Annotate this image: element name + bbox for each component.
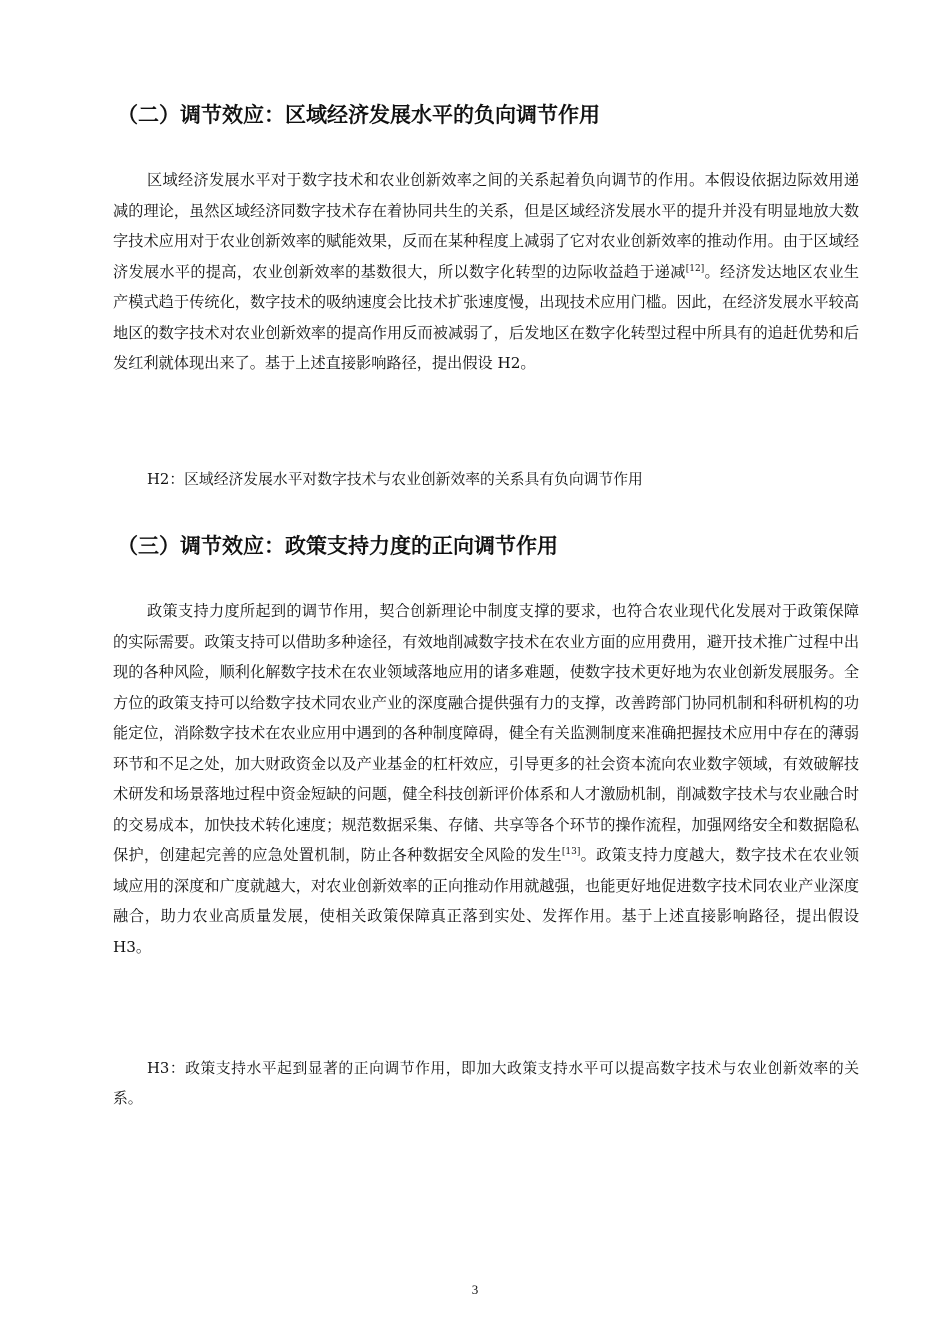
section-3-paragraph: [113, 596, 859, 962]
page-number: 3: [471, 1282, 479, 1297]
section-3-paragraph-text-b: 。政策支持力度越大，数字技术在农业领域应用的深度和广度就越大，对农业创新效率的正向推动作用就越强，也能更好地促进数字技术同农业产业深度融合，助力农业高质量发展，使相关政策保障真正落到实处、发挥作用。基于上述直接影响路径，提出假设 H3。: [113, 846, 860, 956]
section-2-paragraph-text-a: 区域经济发展水平对于数字技术和农业创新效率之间的关系起着负向调节的作用。本假设依据边际效用递减的理论，虽然区域经济同数字技术存在着协同共生的关系，但是区域经济发展水平的提升并没有明显地放大数字技术应用对于农业创新效率的赋能效果，反而在某种程度上减弱了它对农业创新效率的推动作用。由于区域经济发展水平的提高，农业创新效率的基数很大，所以数字化转型的边际收益趋于递减: [113, 171, 859, 281]
citation-12: [12]: [685, 263, 705, 274]
section-2-heading: （二）调节效应：区域经济发展水平的负向调节作用: [117, 103, 600, 127]
hypothesis-h2: H2：区域经济发展水平对数字技术与农业创新效率的关系具有负向调节作用: [147, 471, 643, 488]
citation-13: [13]: [561, 846, 581, 857]
hypothesis-h3: H3：政策支持水平起到显著的正向调节作用，即加大政策支持水平可以提高数字技术与农业创新效率的关系。: [113, 1060, 859, 1107]
section-3-paragraph-text-a: 政策支持力度所起到的调节作用，契合创新理论中制度支撑的要求，也符合农业现代化发展对于政策保障的实际需要。政策支持可以借助多种途径，有效地削减数字技术在农业方面的应用费用，避开技术推广过程中出现的各种风险，顺利化解数字技术在农业领域落地应用的诸多难题，使数字技术更好地为农业创新发展服务。全方位的政策支持可以给数字技术同农业产业的深度融合提供强有力的支撑，改善跨部门协同机制和科研机构的功能定位，消除数字技术在农业应用中遇到的各种制度障碍，健全有关监测制度来准确把握技术应用中存在的薄弱环节和不足之处，加大财政资金以及产业基金的杠杆效应，引导更多的社会资本流向农业数字领域，有效破解技术研发和场景落地过程中资金短缺的问题，健全科技创新评价体系和人才激励机制，削减数字技术与农业融合时的交易成本，加快技术转化速度；规范数据采集、存储、共享等各个环节的操作流程，加强网络安全和数据隐私保护，创建起完善的应急处置机制，防止各种数据安全风险的发生: [113, 602, 859, 864]
section-3-heading: （三）调节效应：政策支持力度的正向调节作用: [117, 534, 558, 558]
section-2-paragraph-text-b: 。经济发达地区农业生产模式趋于传统化，数字技术的吸纳速度会比技术扩张速度慢，出现技术应用门槛。因此，在经济发展水平较高地区的数字技术对农业创新效率的提高作用反而被减弱了，后发地区在数字化转型过程中所具有的追赶优势和后发红利就体现出来了。基于上述直接影响路径，提出假设 H2。: [113, 262, 860, 372]
section-2-paragraph: [113, 165, 859, 379]
